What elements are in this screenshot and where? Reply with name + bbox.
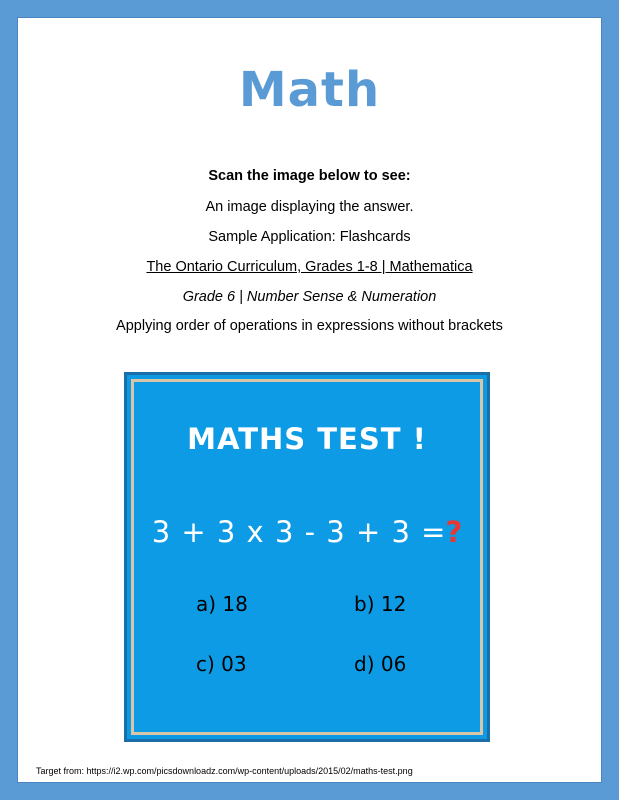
curriculum-link[interactable]: The Ontario Curriculum, Grades 1-8 | Mathematica xyxy=(146,259,473,275)
equation-text: 3 + 3 x 3 - 3 + 3 = xyxy=(151,515,446,549)
option-d: d) 06 xyxy=(354,652,407,676)
scan-instruction: Scan the image below to see: xyxy=(208,168,411,184)
page-title: Math xyxy=(238,62,381,118)
image-source-footer: Target from: https://i2.wp.com/picsdownloadz.com/wp-content/uploads/2015/02/maths-test.png xyxy=(36,766,413,776)
option-b: b) 12 xyxy=(354,592,407,616)
question-mark-icon: ? xyxy=(445,515,463,549)
option-c: c) 03 xyxy=(196,652,247,676)
grade-strand: Grade 6 | Number Sense & Numeration xyxy=(182,289,437,305)
sample-application: Sample Application: Flashcards xyxy=(208,229,411,245)
option-a: a) 18 xyxy=(196,592,248,616)
maths-test-image-inner xyxy=(131,379,483,735)
maths-test-heading: MATHS TEST ! xyxy=(187,422,427,456)
maths-test-image xyxy=(124,372,490,742)
answer-description: An image displaying the answer. xyxy=(205,199,414,215)
topic-description: Applying order of operations in expressions without brackets xyxy=(116,318,503,334)
equation xyxy=(134,515,480,549)
